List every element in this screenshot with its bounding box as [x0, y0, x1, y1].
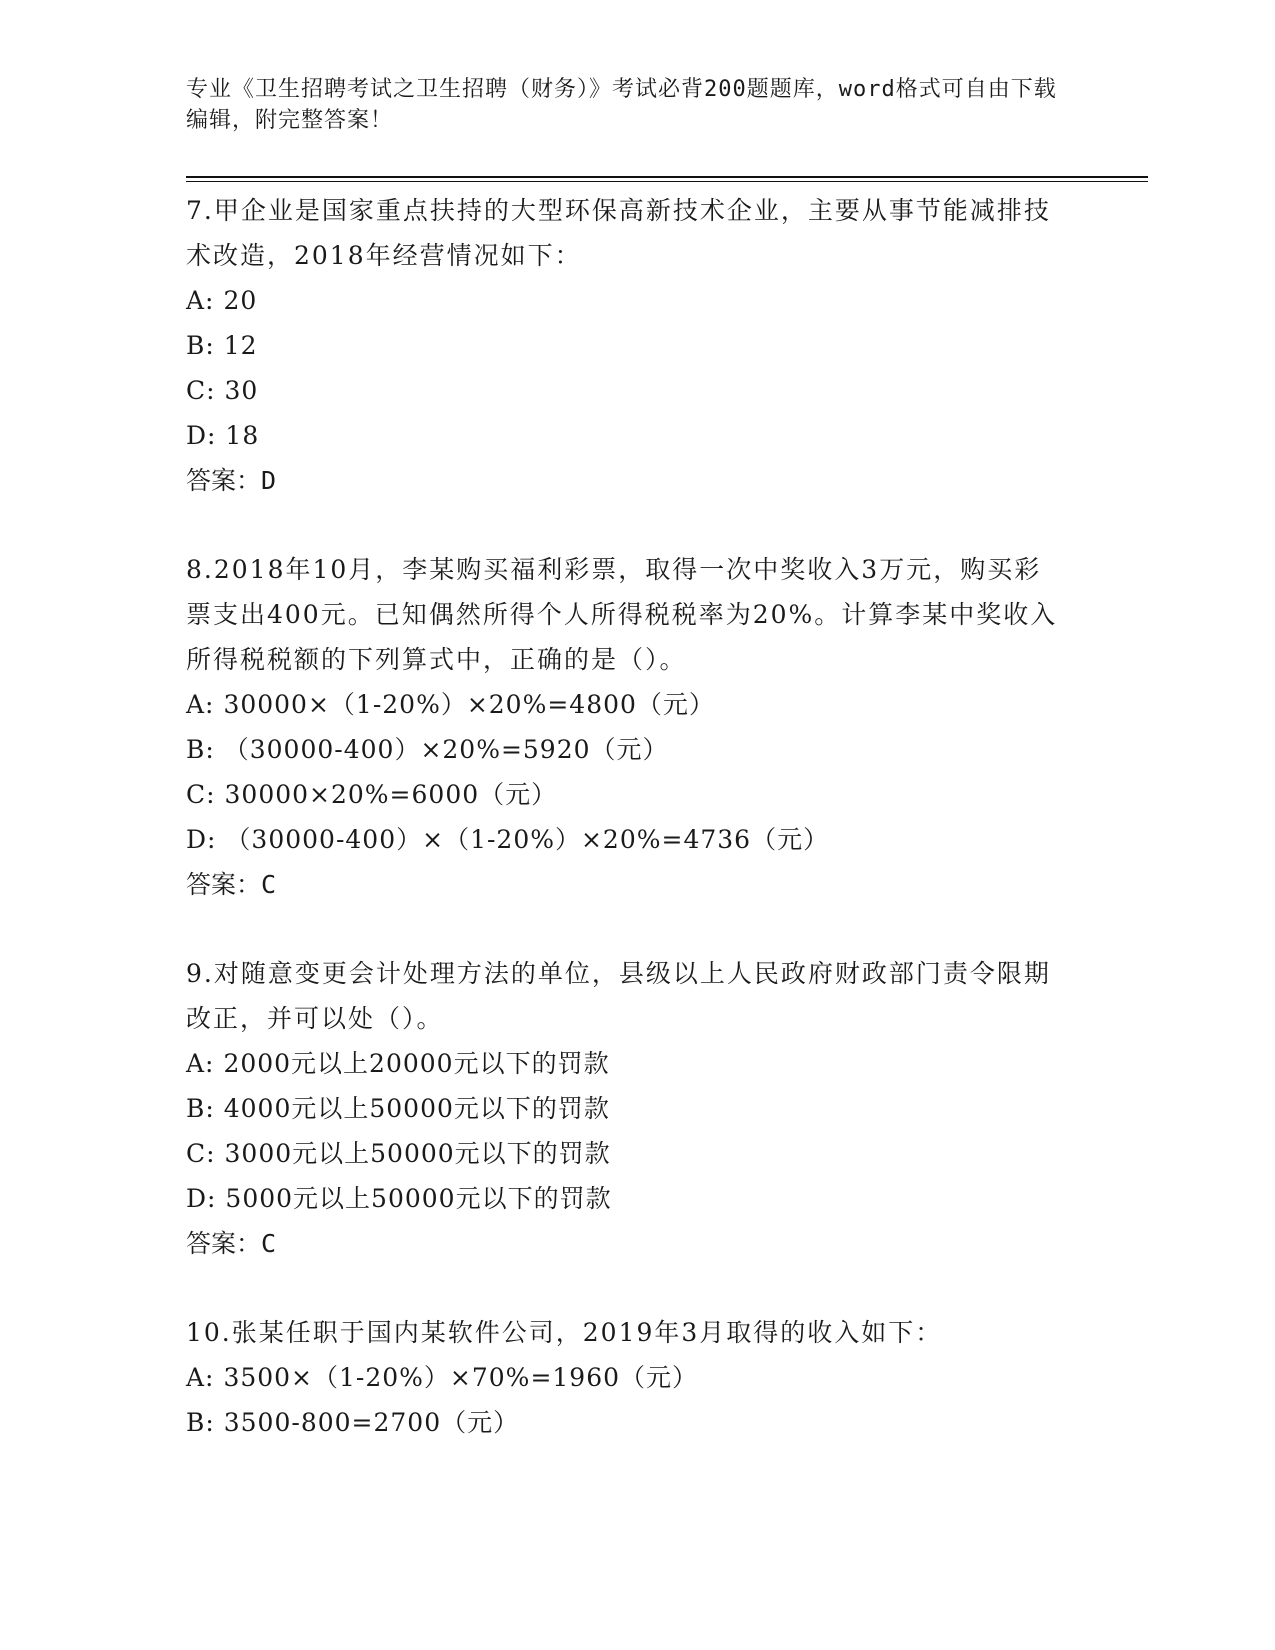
option-b — [186, 1086, 1086, 1131]
option-key: D: — [186, 421, 217, 450]
option-key: D: — [186, 1184, 217, 1213]
option-key: B: — [186, 1408, 215, 1437]
option-a — [186, 1355, 1086, 1400]
question-7 — [186, 188, 1086, 503]
option-d — [186, 817, 1086, 862]
option-c — [186, 368, 1086, 413]
option-key: C: — [186, 1139, 216, 1168]
header-divider-thick — [186, 176, 1148, 178]
option-key: B: — [186, 1094, 215, 1123]
option-a — [186, 1041, 1086, 1086]
question-stem: 9.对随意变更会计处理方法的单位，县级以上人民政府财政部门责令限期改正，并可以处（）。 — [186, 959, 1051, 1033]
question-8 — [186, 547, 1086, 907]
option-key: A: — [186, 1363, 215, 1392]
answer-line: 答案：D — [186, 466, 277, 495]
question-stem: 8.2018年10月，李某购买福利彩票，取得一次中奖收入3万元，购买彩票支出400元。已知偶然所得个人所得税税率为20%。计算李某中奖收入所得税税额的下列算式中，正确的是（）。 — [186, 555, 1058, 674]
option-key: D: — [186, 825, 217, 854]
option-text: 30000×（1-20%）×20%=4800（元） — [223, 690, 715, 719]
option-key: C: — [186, 780, 216, 809]
option-b — [186, 1400, 1086, 1445]
option-text: （30000-400）×20%=5920（元） — [223, 735, 669, 764]
answer-line: 答案：C — [186, 870, 277, 899]
header-divider-thin — [186, 181, 1148, 182]
question-stem: 10.张某任职于国内某软件公司，2019年3月取得的收入如下： — [186, 1318, 943, 1347]
option-key: B: — [186, 331, 215, 360]
option-d — [186, 1176, 1086, 1221]
option-key: B: — [186, 735, 215, 764]
answer-line: 答案：C — [186, 1229, 277, 1258]
option-text: （30000-400）×（1-20%）×20%=4736（元） — [225, 825, 830, 854]
option-b — [186, 727, 1086, 772]
option-b — [186, 323, 1086, 368]
question-9 — [186, 951, 1086, 1266]
option-a — [186, 278, 1086, 323]
option-text: 3500-800=2700（元） — [223, 1408, 520, 1437]
document-header — [186, 74, 1066, 136]
option-text: 2000元以上20000元以下的罚款 — [223, 1049, 610, 1078]
option-key: A: — [186, 690, 215, 719]
question-10 — [186, 1310, 1086, 1445]
question-list — [186, 188, 1086, 1489]
option-text: 20 — [223, 286, 258, 315]
option-d — [186, 413, 1086, 458]
option-text: 18 — [225, 421, 260, 450]
option-c — [186, 772, 1086, 817]
option-key: A: — [186, 286, 215, 315]
option-text: 12 — [223, 331, 258, 360]
option-a — [186, 682, 1086, 727]
option-text: 4000元以上50000元以下的罚款 — [223, 1094, 610, 1123]
question-stem: 7.甲企业是国家重点扶持的大型环保高新技术企业，主要从事节能减排技术改造，2018年经营情况如下： — [186, 196, 1051, 270]
header-intro-text: 专业《卫生招聘考试之卫生招聘（财务）》考试必背200题题库，word格式可自由下载编辑，附完整答案！ — [186, 77, 1057, 133]
option-text: 3000元以上50000元以下的罚款 — [224, 1139, 611, 1168]
option-text: 3500×（1-20%）×70%=1960（元） — [223, 1363, 699, 1392]
option-key: A: — [186, 1049, 215, 1078]
option-text: 30000×20%=6000（元） — [224, 780, 558, 809]
option-key: C: — [186, 376, 216, 405]
option-c — [186, 1131, 1086, 1176]
option-text: 5000元以上50000元以下的罚款 — [225, 1184, 612, 1213]
option-text: 30 — [224, 376, 259, 405]
